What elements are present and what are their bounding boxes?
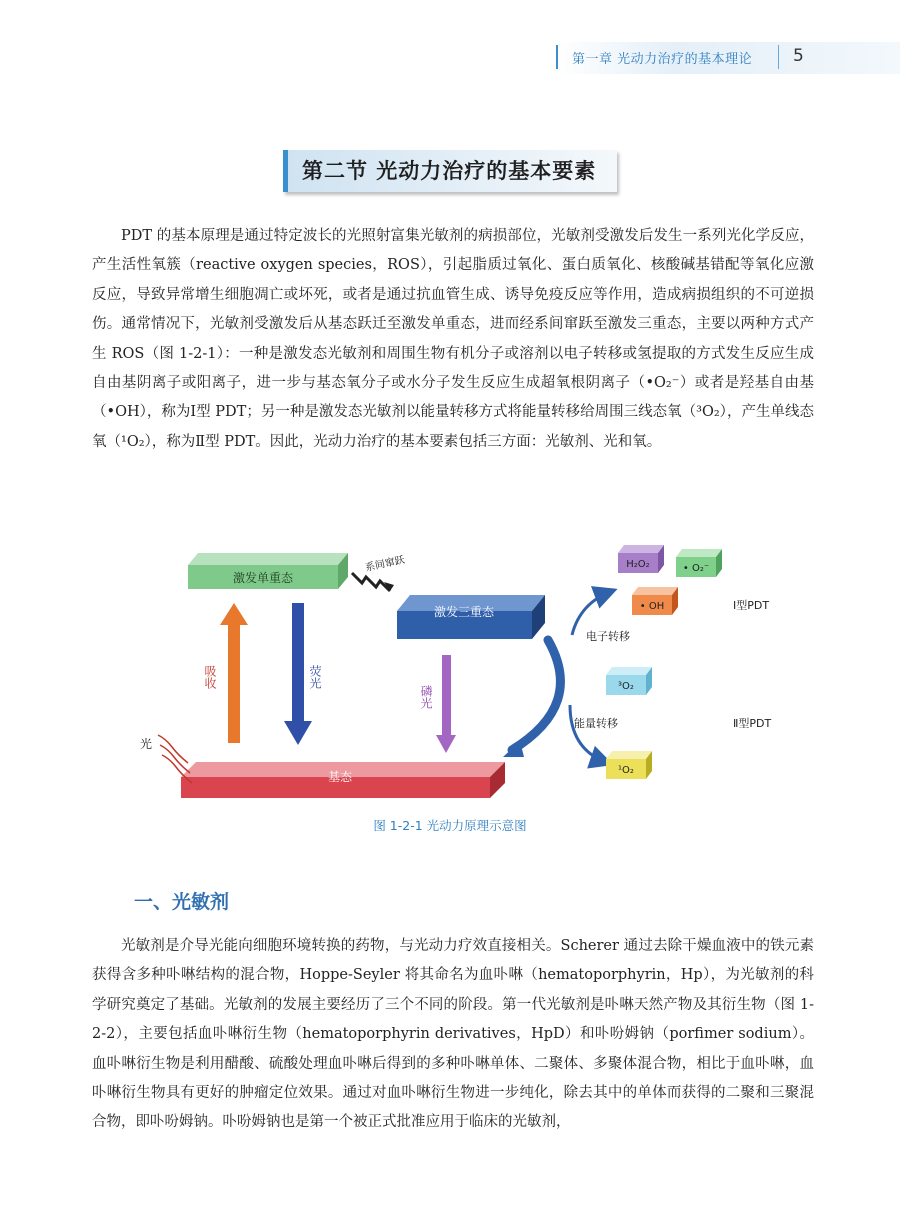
type2-pdt-label: Ⅱ型PDT <box>733 717 772 730</box>
ground-state-label: 基态 <box>327 770 353 784</box>
hydroxyl-box <box>632 587 678 615</box>
subsection-heading: 一、光敏剂 <box>134 891 230 913</box>
singlet-state-slab <box>188 553 348 589</box>
fluorescence-label: 荧光 <box>308 665 322 689</box>
isc-label: 系间窜跃 <box>364 554 406 574</box>
isc-zigzag-arrow <box>352 573 390 591</box>
superoxide-label: • O₂⁻ <box>682 563 710 574</box>
page-number: 5 <box>793 46 804 66</box>
triplet-oxygen-label: ³O₂ <box>618 681 634 692</box>
intro-paragraph: PDT 的基本原理是通过特定波长的光照射富集光敏剂的病损部位，光敏剂受激发后发生一系列光化学反应，产生活性氧簇（reactive oxygen species，ROS），引起脂质过氧化、蛋白质氧化、核酸碱基错配等氧化应激反应，导致异常增生细胞凋亡或坏死，或者是通过抗血管生成、诱导免疫反应等作用，造成病损组织的不可逆损伤。通常情况下，光敏剂受激发后从基态跃迁至激发单重态，进而经系间窜跃至激发三重态，主要以两种方式产生 ROS（图 1-2-1）：一种是激发态光敏剂和周围生物有机分子或溶剂以电子转移或氢提取的方式发生反应生成自由基阴离子或阳离子，进一步与基态氧分子或水分子发生反应生成超氧根阴离子（•O₂⁻）或者是羟基自由基（•OH），称为Ⅰ型 PDT；另一种是激发态光敏剂以能量转移方式将能量转移给周围三线态氧（³O₂），产生单线态氧（¹O₂），称为Ⅱ型 PDT。因此，光动力治疗的基本要素包括三方面：光敏剂、光和氧。 <box>92 228 814 450</box>
triplet-state-slab <box>397 595 545 639</box>
phosphorescence-arrow <box>436 655 456 753</box>
running-header-rule <box>556 45 558 69</box>
energy-transfer-arrow <box>570 705 608 763</box>
singlet-state-label: 激发单重态 <box>232 571 294 585</box>
superoxide-box <box>676 549 722 577</box>
ground-state-slab <box>181 762 505 798</box>
intro-paragraph-block <box>92 222 814 457</box>
type1-pdt-label: Ⅰ型PDT <box>733 599 770 612</box>
section-title: 第二节 光动力治疗的基本要素 <box>283 150 617 192</box>
second-paragraph-block <box>92 932 814 1138</box>
pdt-principle-diagram <box>0 545 900 805</box>
light-label: 光 <box>140 737 153 751</box>
running-header-chapter: 第一章 光动力治疗的基本理论 <box>572 52 753 67</box>
figure-caption: 图 1-2-1 光动力原理示意图 <box>373 818 527 833</box>
triplet-oxygen-box <box>606 667 652 695</box>
hydroxyl-label: • OH <box>639 601 665 612</box>
absorption-arrow <box>220 603 248 743</box>
running-header-separator <box>778 45 779 69</box>
second-paragraph: 光敏剂是介导光能向细胞环境转换的药物，与光动力疗效直接相关。Scherer 通过去除干燥血液中的铁元素获得含多种卟啉结构的混合物，Hoppe-Seyler 将其命名为血卟啉（hematoporphyrin，Hp），为光敏剂的科学研究奠定了基础。光敏剂的发展主要经历了三个不同的阶段。第一代光敏剂是卟啉天然产物及其衍生物（图 1-2-2），主要包括血卟啉衍生物（hematoporphyrin derivatives，HpD）和卟吩姆钠（porfimer sodium）。血卟啉衍生物是利用醋酸、硫酸处理血卟啉后得到的多种卟啉单体、二聚体、多聚体混合物，相比于血卟啉，血卟啉衍生物具有更好的肿瘤定位效果。通过对血卟啉衍生物进一步纯化，除去其中的单体而获得的二聚和三聚混合物，即卟吩姆钠。卟吩姆钠也是第一个被正式批准应用于临床的光敏剂， <box>92 938 814 1131</box>
absorption-label: 吸收 <box>203 665 217 689</box>
triplet-state-label: 激发三重态 <box>433 605 495 619</box>
electron-transfer-label: 电子转移 <box>586 630 630 643</box>
singlet-oxygen-box <box>606 751 652 779</box>
return-curved-arrow <box>512 640 560 750</box>
phosphorescence-label: 磷光 <box>419 685 433 709</box>
h2o2-box <box>618 545 664 573</box>
h2o2-label: H₂O₂ <box>626 559 650 570</box>
singlet-oxygen-label: ¹O₂ <box>618 765 634 776</box>
electron-transfer-arrow <box>572 591 612 635</box>
energy-transfer-label: 能量转移 <box>574 717 618 730</box>
